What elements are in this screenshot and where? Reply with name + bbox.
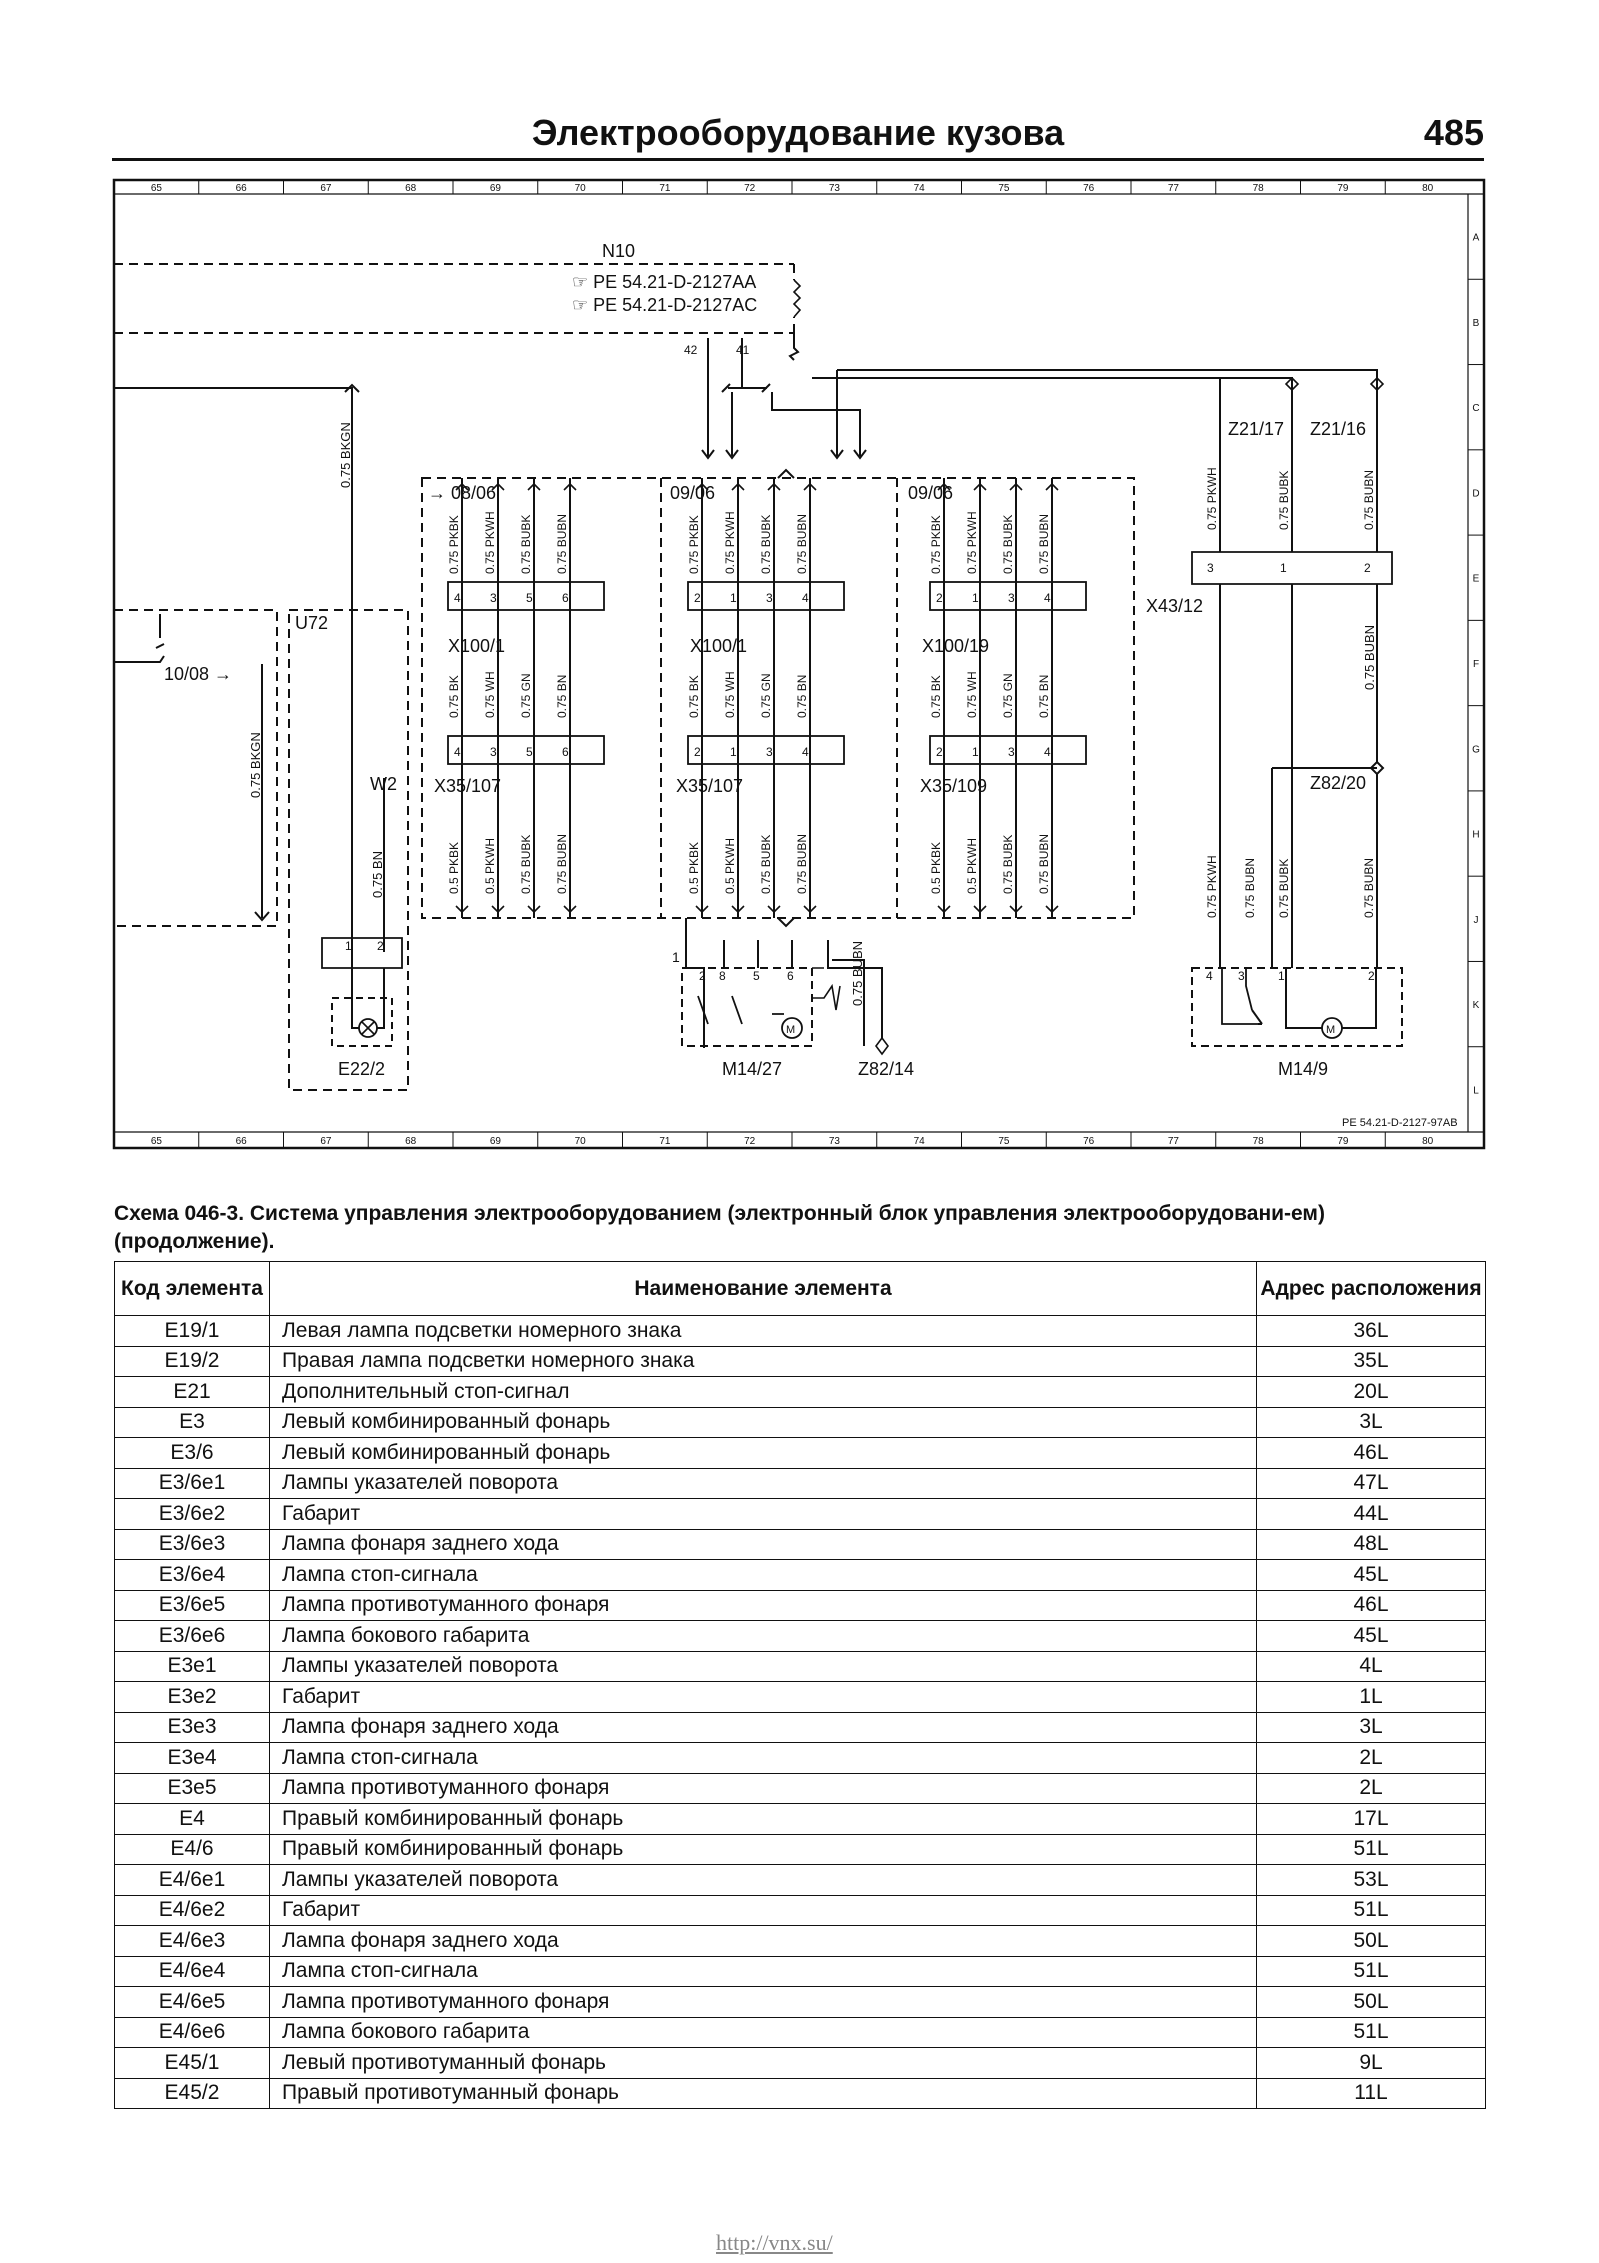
wire-gauge-label: 0.5 PKBK: [929, 841, 943, 894]
grid-column-top: 78: [1252, 183, 1264, 194]
pin-label: 5: [526, 591, 533, 605]
wire-gauge-label: 0.75 BK: [929, 675, 943, 718]
pin-label: 1: [730, 745, 737, 759]
grid-column-top: 75: [998, 183, 1010, 194]
element-address: 9L: [1257, 2048, 1486, 2079]
pin-label: 4: [1044, 591, 1051, 605]
pin-label: 6: [562, 745, 569, 759]
wire-group-g1: [447, 478, 604, 918]
m1427-pin-2: 2: [699, 969, 706, 983]
m1427-pin-8: 8: [719, 969, 726, 983]
table-row: [115, 1834, 1486, 1865]
wire-gauge-label: 0.75 BK: [447, 675, 461, 718]
grid-column-top: 70: [574, 183, 586, 194]
grid-column-bot: 80: [1422, 1136, 1434, 1147]
element-address: 51L: [1257, 1895, 1486, 1926]
wire-groups: [447, 378, 1377, 968]
element-code: E3e1: [115, 1651, 270, 1682]
grid-column-bot: 72: [744, 1136, 756, 1147]
table-row: [115, 2048, 1486, 2079]
element-address: 51L: [1257, 1956, 1486, 1987]
table-row: [115, 1590, 1486, 1621]
x4312-label: X43/12: [1146, 596, 1204, 616]
wire-gauge-label: 0.5 PKBK: [687, 841, 701, 894]
x35109-label: X35/109: [920, 776, 988, 796]
element-code: E19/1: [115, 1316, 270, 1347]
pin42-label: 42: [684, 343, 698, 357]
pin-label: 2: [936, 745, 943, 759]
wire-bn-w2: 0.75 BN: [370, 851, 385, 898]
element-code: E3/6e2: [115, 1499, 270, 1530]
element-name: Левая лампа подсветки номерного знака: [270, 1316, 1257, 1347]
legend-header-row: [115, 1262, 1486, 1316]
page-title: Электрооборудование кузова: [531, 112, 1065, 153]
grid-row-ruler: [1468, 233, 1484, 1097]
grid-column-top: 79: [1337, 183, 1349, 194]
pin1-label: 1: [672, 949, 680, 965]
pin-label: 1: [730, 591, 737, 605]
grid-column-top: 72: [744, 183, 756, 194]
pin-label: 2: [936, 591, 943, 605]
wire-gauge-label: 0.75 BK: [687, 675, 701, 718]
table-row: [115, 1773, 1486, 1804]
element-address: 46L: [1257, 1438, 1486, 1469]
element-name: Лампа противотуманного фонаря: [270, 1773, 1257, 1804]
pin41-label: 41: [736, 343, 750, 357]
element-name: Лампа фонаря заднего хода: [270, 1712, 1257, 1743]
table-row: [115, 1468, 1486, 1499]
element-name: Левый противотуманный фонарь: [270, 2048, 1257, 2079]
element-name: Левый комбинированный фонарь: [270, 1407, 1257, 1438]
table-row: [115, 1987, 1486, 2018]
grid-column-top: 76: [1083, 183, 1095, 194]
x1001b-label: X100/1: [690, 636, 748, 656]
grid-column-bot: 69: [489, 1136, 501, 1147]
z2116-label: Z21/16: [1310, 419, 1367, 439]
element-name: Лампа фонаря заднего хода: [270, 1529, 1257, 1560]
u72-label: U72: [295, 613, 329, 633]
wiring-diagram-svg: [112, 178, 1486, 1150]
element-name: Лампа стоп-сигнала: [270, 1743, 1257, 1774]
table-row: [115, 2017, 1486, 2048]
m1427-label: M14/27: [722, 1059, 783, 1079]
diagram-frame: [114, 180, 1484, 1148]
grid-row-label: E: [1472, 573, 1480, 585]
pin-label: 4: [802, 745, 809, 759]
wire-gauge-label: 0.75 BUBN: [795, 513, 809, 574]
element-address: 3L: [1257, 1407, 1486, 1438]
element-code: E4: [115, 1804, 270, 1835]
grid-column-bot: 78: [1252, 1136, 1264, 1147]
x4312-pin-1: 1: [1280, 561, 1287, 575]
element-code: E4/6e6: [115, 2017, 270, 2048]
grid-column-top: 68: [405, 183, 417, 194]
element-code: E3/6e5: [115, 1590, 270, 1621]
element-name: Правый комбинированный фонарь: [270, 1804, 1257, 1835]
grid-column-top: 65: [150, 183, 162, 194]
wire-gauge-label: 0.75 BUBK: [519, 834, 533, 894]
grid-column-top: 66: [235, 183, 247, 194]
pin-label: 3: [490, 745, 497, 759]
wire-gauge-label: 0.75 PKWH: [723, 511, 737, 574]
e222-pin-2: 2: [377, 939, 384, 953]
wire-gauge-label: 0.75 PKBK: [687, 515, 701, 574]
header-address: Адрес расположения: [1257, 1262, 1486, 1316]
element-code: E4/6e2: [115, 1895, 270, 1926]
table-row: [115, 1712, 1486, 1743]
grid-row-label: C: [1472, 403, 1480, 415]
grid-column-bot: 71: [659, 1136, 671, 1147]
grid-row-label: A: [1472, 232, 1480, 244]
grid-column-top: 67: [320, 183, 332, 194]
element-code: E19/2: [115, 1346, 270, 1377]
e222-label: E22/2: [338, 1059, 386, 1079]
element-code: E3e5: [115, 1773, 270, 1804]
wire-gauge-label: 0.75 BUBK: [1277, 470, 1291, 530]
element-name: Лампа фонаря заднего хода: [270, 1926, 1257, 1957]
grid-row-label: J: [1473, 914, 1479, 926]
table-row: [115, 1743, 1486, 1774]
element-name: Лампа противотуманного фонаря: [270, 1590, 1257, 1621]
legend-body: [115, 1316, 1486, 2109]
grid-row-label: H: [1472, 829, 1480, 841]
wire-gauge-label: 0.75 BUBN: [555, 513, 569, 574]
element-name: Правый противотуманный фонарь: [270, 2078, 1257, 2109]
grid-column-bot: 67: [320, 1136, 332, 1147]
element-code: E3e4: [115, 1743, 270, 1774]
element-address: 35L: [1257, 1346, 1486, 1377]
pin-label: 1: [972, 591, 979, 605]
element-address: 50L: [1257, 1926, 1486, 1957]
wire-gauge-label: 0.75 WH: [483, 671, 497, 718]
header-code: Код элемента: [115, 1262, 270, 1316]
wire-gauge-label: 0.75 BUBK: [1001, 834, 1015, 894]
w2-label: W2: [370, 774, 397, 794]
element-address: 36L: [1257, 1316, 1486, 1347]
wire-gauge-label: 0.5 PKBK: [447, 841, 461, 894]
sec2-label: 09/06: [670, 483, 716, 503]
element-address: 45L: [1257, 1621, 1486, 1652]
element-address: 46L: [1257, 1590, 1486, 1621]
wire-gauge-label: 0.75 BUBK: [1001, 514, 1015, 574]
element-address: 11L: [1257, 2078, 1486, 2109]
element-name: Габарит: [270, 1682, 1257, 1713]
wire-group-g3: [929, 478, 1086, 918]
wire-gauge-label: 0.5 PKWH: [965, 837, 979, 894]
grid-column-bot: 73: [828, 1136, 840, 1147]
element-code: E4/6e1: [115, 1865, 270, 1896]
element-address: 53L: [1257, 1865, 1486, 1896]
pin-label: 4: [454, 745, 461, 759]
wire-bkgn-top: 0.75 BKGN: [338, 422, 353, 488]
m149-pin-3: 3: [1238, 969, 1245, 983]
wire-gauge-label: 0.75 PKBK: [447, 515, 461, 574]
element-name: Лампа бокового габарита: [270, 2017, 1257, 2048]
element-code: E3e3: [115, 1712, 270, 1743]
wire-gauge-label: 0.75 BN: [555, 674, 569, 718]
grid-column-top: 74: [913, 183, 925, 194]
wiring-diagram: [112, 178, 1486, 1150]
watermark-url: http://vnx.su/: [716, 2230, 833, 2255]
wire-gauge-label: 0.75 BUBN: [1362, 857, 1376, 918]
grid-column-bot: 79: [1337, 1136, 1349, 1147]
element-name: Лампы указателей поворота: [270, 1865, 1257, 1896]
legend-table: [114, 1261, 1486, 2109]
ref1-label: ☞ PE 54.21-D-2127AA: [572, 272, 757, 292]
grid-row-label: L: [1473, 1085, 1479, 1097]
element-code: E4/6e5: [115, 1987, 270, 2018]
grid-column-top: 80: [1422, 183, 1434, 194]
pin-label: 3: [766, 591, 773, 605]
wire-gauge-label: 0.75 BUBN: [1037, 513, 1051, 574]
docref-label: PE 54.21-D-2127-97AB: [1342, 1117, 1458, 1129]
element-address: 50L: [1257, 1987, 1486, 2018]
pin-label: 4: [454, 591, 461, 605]
wire-right-mid: 0.75 BUBN: [1362, 624, 1377, 690]
element-name: Лампа стоп-сигнала: [270, 1956, 1257, 1987]
wire-gauge-label: 0.75 BUBK: [759, 514, 773, 574]
element-name: Лампа бокового габарита: [270, 1621, 1257, 1652]
grid-column-bot: 76: [1083, 1136, 1095, 1147]
element-name: Правая лампа подсветки номерного знака: [270, 1346, 1257, 1377]
wire-gauge-label: 0.75 BUBK: [759, 834, 773, 894]
element-code: E3e2: [115, 1682, 270, 1713]
element-address: 20L: [1257, 1377, 1486, 1408]
element-name: Левый комбинированный фонарь: [270, 1438, 1257, 1469]
pin-label: 3: [1008, 745, 1015, 759]
table-row: [115, 1956, 1486, 1987]
table-row: [115, 1651, 1486, 1682]
wire-bkgn-left: 0.75 BKGN: [248, 732, 263, 798]
wire-gauge-label: 0.75 BUBN: [555, 833, 569, 894]
grid-column-bot: 65: [150, 1136, 162, 1147]
grid-column-bot: 77: [1167, 1136, 1179, 1147]
element-name: Лампа стоп-сигнала: [270, 1560, 1257, 1591]
table-row: [115, 1895, 1486, 1926]
m1427-pin-5: 5: [753, 969, 760, 983]
wire-gauge-label: 0.75 PKBK: [929, 515, 943, 574]
table-row: [115, 1438, 1486, 1469]
wire-gauge-label: 0.75 BN: [795, 674, 809, 718]
pin-label: 3: [1008, 591, 1015, 605]
figure-caption: Схема 046-3. Система управления электрооборудованием (электронный блок управления электрооборудовани-ем) (продолжение).: [114, 1202, 1325, 1253]
element-code: E4/6e3: [115, 1926, 270, 1957]
element-code: E3/6e1: [115, 1468, 270, 1499]
element-address: 48L: [1257, 1529, 1486, 1560]
wire-gauge-label: 0.75 WH: [965, 671, 979, 718]
grid-column-bot: 70: [574, 1136, 586, 1147]
m149-label: M14/9: [1278, 1059, 1329, 1079]
wire-gauge-label: 0.5 PKWH: [723, 837, 737, 894]
sec1-label: → 08/06: [428, 483, 497, 503]
wire-gauge-label: 0.75 WH: [723, 671, 737, 718]
pin-label: 4: [802, 591, 809, 605]
n10-label: N10: [602, 241, 636, 261]
grid-row-label: B: [1472, 317, 1480, 329]
z8220-label: Z82/20: [1310, 773, 1367, 793]
wire-gauge-label: 0.75 GN: [759, 673, 773, 718]
x4312-pin-2: 2: [1364, 561, 1371, 575]
pin-label: 2: [694, 591, 701, 605]
grid-column-top: 77: [1167, 183, 1179, 194]
element-address: 2L: [1257, 1743, 1486, 1774]
table-row: [115, 1499, 1486, 1530]
element-code: E3/6e3: [115, 1529, 270, 1560]
pin-label: 4: [1044, 745, 1051, 759]
pin-label: 3: [490, 591, 497, 605]
wire-gauge-label: 0.75 PKWH: [965, 511, 979, 574]
z2117-label: Z21/17: [1228, 419, 1285, 439]
table-row: [115, 1560, 1486, 1591]
element-code: E4/6e4: [115, 1956, 270, 1987]
grid-column-bot: 66: [235, 1136, 247, 1147]
element-address: 3L: [1257, 1712, 1486, 1743]
wire-gauge-label: 0.75 BUBN: [1243, 857, 1257, 918]
element-code: E3/6e6: [115, 1621, 270, 1652]
element-address: 51L: [1257, 1834, 1486, 1865]
wire-gauge-label: 0.75 BUBK: [519, 514, 533, 574]
element-name: Габарит: [270, 1895, 1257, 1926]
wire-gauge-label: 0.75 PKWH: [1205, 467, 1219, 530]
element-address: 45L: [1257, 1560, 1486, 1591]
x35107a-label: X35/107: [434, 776, 502, 796]
table-row: [115, 1316, 1486, 1347]
m149-pin-1: 1: [1278, 969, 1285, 983]
element-name: Лампы указателей поворота: [270, 1468, 1257, 1499]
x4312-pin-3: 3: [1207, 561, 1214, 575]
wire-gauge-label: 0.75 PKWH: [483, 511, 497, 574]
wire-gauge-label: 0.75 BUBN: [1037, 833, 1051, 894]
wire-gauge-label: 0.75 BN: [1037, 674, 1051, 718]
wire-gauge-label: 0.75 BUBN: [1362, 469, 1376, 530]
grid-column-top: 71: [659, 183, 671, 194]
grid-column-ruler-bottom: [151, 1132, 1434, 1148]
element-code: E4/6: [115, 1834, 270, 1865]
table-row: [115, 1407, 1486, 1438]
x35107b-label: X35/107: [676, 776, 744, 796]
element-code: E3/6: [115, 1438, 270, 1469]
table-row: [115, 1865, 1486, 1896]
table-row: [115, 1621, 1486, 1652]
wire-group-g2: [687, 478, 844, 918]
element-code: E45/1: [115, 2048, 270, 2079]
ref2-label: ☞ PE 54.21-D-2127AC: [572, 295, 758, 315]
wire-group-right: [1205, 378, 1377, 968]
m149-pin-4: 4: [1206, 969, 1213, 983]
element-address: 51L: [1257, 2017, 1486, 2048]
pin-label: 6: [562, 591, 569, 605]
wire-gauge-label: 0.75 BUBN: [795, 833, 809, 894]
m1427-pin-6: 6: [787, 969, 794, 983]
grid-column-bot: 68: [405, 1136, 417, 1147]
grid-column-bot: 75: [998, 1136, 1010, 1147]
x1001a-label: X100/1: [448, 636, 506, 656]
wire-gauge-label: 0.75 GN: [519, 673, 533, 718]
ref1008-label: 10/08 →: [164, 664, 233, 684]
element-name: Правый комбинированный фонарь: [270, 1834, 1257, 1865]
grid-column-top: 73: [828, 183, 840, 194]
table-row: [115, 1804, 1486, 1835]
table-row: [115, 1682, 1486, 1713]
wire-gauge-label: 0.5 PKWH: [483, 837, 497, 894]
pin-label: 1: [972, 745, 979, 759]
table-row: [115, 1377, 1486, 1408]
element-code: E3: [115, 1407, 270, 1438]
pin-label: 3: [766, 745, 773, 759]
pin-label: 2: [694, 745, 701, 759]
element-address: 4L: [1257, 1651, 1486, 1682]
table-row: [115, 2078, 1486, 2109]
e222-pin-1: 1: [345, 939, 352, 953]
element-name: Лампы указателей поворота: [270, 1651, 1257, 1682]
grid-column-bot: 74: [913, 1136, 925, 1147]
wire-gauge-label: 0.75 BUBK: [1277, 858, 1291, 918]
z8214-label: Z82/14: [858, 1059, 915, 1079]
element-address: 1L: [1257, 1682, 1486, 1713]
grid-row-label: K: [1472, 1000, 1480, 1012]
element-name: Лампа противотуманного фонаря: [270, 1987, 1257, 2018]
element-code: E3/6e4: [115, 1560, 270, 1591]
grid-column-ruler-top: [151, 180, 1434, 194]
element-address: 2L: [1257, 1773, 1486, 1804]
table-row: [115, 1926, 1486, 1957]
element-name: Дополнительный стоп-сигнал: [270, 1377, 1257, 1408]
page-number: 485: [1423, 112, 1484, 153]
motor-symbol-m1427: M: [786, 1024, 796, 1036]
page-header: [112, 108, 1484, 161]
element-address: 17L: [1257, 1804, 1486, 1835]
grid-column-top: 69: [489, 183, 501, 194]
grid-row-label: D: [1472, 488, 1480, 500]
element-code: E45/2: [115, 2078, 270, 2109]
m149-pin-2: 2: [1368, 969, 1375, 983]
table-row: [115, 1346, 1486, 1377]
table-row: [115, 1529, 1486, 1560]
motor-symbol-m149: M: [1326, 1024, 1336, 1036]
wire-gauge-label: 0.75 GN: [1001, 673, 1015, 718]
element-address: 44L: [1257, 1499, 1486, 1530]
element-name: Габарит: [270, 1499, 1257, 1530]
element-address: 47L: [1257, 1468, 1486, 1499]
sec3-label: 09/06: [908, 483, 954, 503]
wire-m1427-bubn: 0.75 BUBN: [850, 940, 865, 1006]
x10019-label: X100/19: [922, 636, 990, 656]
header-name: Наименование элемента: [270, 1262, 1257, 1316]
element-code: E21: [115, 1377, 270, 1408]
grid-row-label: G: [1472, 744, 1480, 756]
grid-row-label: F: [1472, 659, 1480, 670]
pin-label: 5: [526, 745, 533, 759]
wire-gauge-label: 0.75 PKWH: [1205, 855, 1219, 918]
